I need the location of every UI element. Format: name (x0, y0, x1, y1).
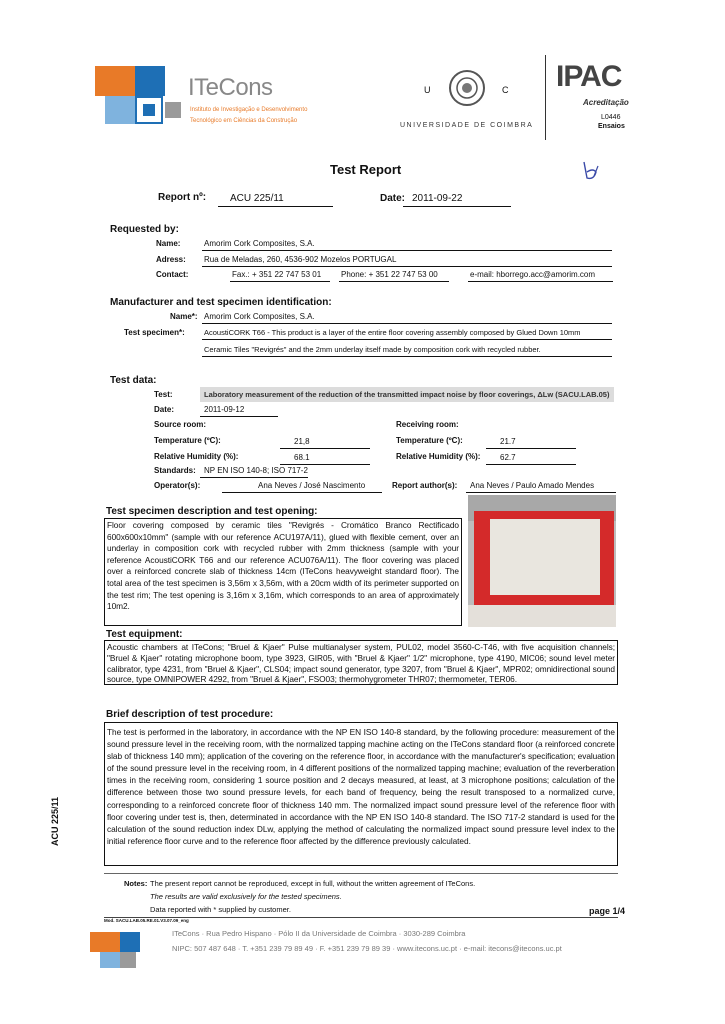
footer-address: ITeCons · Rua Pedro Hispano · Pólo II da Universidade de Coimbra · 3030-289 Coimbra (172, 929, 466, 938)
brand-subtitle-1: Instituto de Investigação e Desenvolvimento (190, 107, 308, 113)
report-label: Report nº: (158, 192, 207, 203)
ipac-subtitle: Acreditação (583, 98, 629, 107)
equipment-heading: Test equipment: (106, 629, 183, 640)
ipac-code: L0446 (601, 114, 621, 121)
receiving-room-label: Receiving room: (396, 420, 459, 429)
manufacturer-name-line (202, 323, 612, 324)
authors-line (466, 492, 616, 493)
form-code: Mod. SACU.LAB.05.RE.01.V3.07.09_eng (104, 918, 189, 923)
specimen-line-2-rule (202, 356, 612, 357)
test-date-label: Date: (154, 405, 175, 414)
university-name: UNIVERSIDADE DE COIMBRA (400, 122, 534, 129)
authors: Ana Neves / Paulo Amado Mendes (470, 481, 595, 490)
univ-letter-c: C (502, 85, 509, 95)
footer-logo (90, 928, 158, 970)
testdata-heading: Test data: (110, 375, 157, 386)
note-3: Data reported with * supplied by customer. (150, 905, 291, 914)
operators: Ana Neves / José Nascimento (258, 481, 366, 490)
requested-fax: Fax.: + 351 22 747 53 01 (232, 270, 322, 279)
brand-subtitle-2: Tecnológico em Ciências da Construção (190, 118, 298, 124)
specimen-line-2: Ceramic Tiles "Revigrés" and the 2mm underlay itself made by composition cork with recycled rubber. (204, 345, 541, 354)
requested-email: e-mail: hborrego.acc@amorim.com (470, 270, 596, 279)
requested-name: Amorim Cork Composites, S.A. (204, 239, 315, 248)
side-report-label: ACU 225/11 (50, 796, 60, 846)
requested-address-label: Adress: (156, 255, 186, 264)
specimen-heading: Test specimen description and test opening: (106, 506, 318, 517)
requested-contact-label: Contact: (156, 270, 189, 279)
rh-source: 68.1 (294, 453, 310, 462)
test-value: Laboratory measurement of the reduction of the transmitted impact noise by floor coverings, ΔLw (SACU.LAB.05) (204, 390, 610, 399)
standards-label: Standards: (154, 466, 196, 475)
requested-phone: Phone: + 351 22 747 53 00 (341, 270, 438, 279)
ipac-logo: IPAC (556, 60, 622, 93)
page-number: page 1/4 (589, 906, 626, 916)
specimen-photo (468, 495, 616, 627)
manufacturer-name-label: Name*: (170, 312, 198, 321)
standards-line (200, 477, 308, 478)
rh-source-label: Relative Humidity (%): (154, 452, 239, 461)
operators-label: Operator(s): (154, 481, 201, 490)
temp-recv: 21.7 (500, 437, 516, 446)
note-2: The results are valid exclusively for the tested specimens. (150, 892, 342, 901)
email-line (468, 281, 613, 282)
ipac-type: Ensaios (598, 123, 625, 130)
university-seal-icon (449, 70, 485, 106)
rh-recv-label: Relative Humidity (%): (396, 452, 481, 461)
specimen-line-1-rule (202, 339, 612, 340)
requested-heading: Requested by: (110, 224, 179, 235)
fax-line (230, 281, 330, 282)
report-underline (218, 206, 333, 207)
specimen-text: Floor covering composed by ceramic tiles "Revigrés - Cromático Branco Rectificado 600x600x10mm" (sample with our reference ACU197A/11), glued with flexible cement, over an underlay in composition cork with recycled rubber with 2mm thickness (sample with your reference AcoustiCORK T66 and our reference ACU076A/11). The floor covering was placed over a reinforced concrete slab of thickness 14cm (ITeCons heavyweight standard floor). The total area of the test specimen is 3,56m x 3,56m, with a 20cm width of its perimeter supported on the test rim; The test opening is 3,16m x 3,16m, which corresponds to an area of approximately 10m2. (107, 520, 459, 612)
rh-recv-line (486, 464, 576, 465)
specimen-label: Test specimen*: (124, 328, 185, 337)
temp-recv-line (486, 448, 576, 449)
univ-letter-u: U (424, 85, 431, 95)
date-underline (403, 206, 511, 207)
phone-line (339, 281, 449, 282)
procedure-heading: Brief description of test procedure: (106, 709, 274, 720)
procedure-text: The test is performed in the laboratory, in accordance with the NP EN ISO 140-8 standard, by the following procedure: measurement of the sound pressure level in the receiving room, with the normalized tapping machine acting on the ITeCons standard floor (a reinforced concrete slab of thickness 140 mm); application of the covering on the reference floor, in accordance with the manufacturer's specification; evaluation of the sound pressure level in the receiving room, in 4 different positions of the normalized tapping machine; evaluation of the reverberation times in the receiving room, considering 1 source position and 2 decays measured, at least, at 3 microphone positions; calculation of the difference between those two sound pressure levels, for each band of frequency, being the result transposed to a normalized curve, corresponding to a reinforced concrete floor of thickness 140 mm. The normalized impact sound pressure level of the reference floor with floor covering under test is, then, determinated in accordance with the NP EN ISO 140-8 standard. The ISO 717-2 standard is used for the calculation of the sound reduction index DLw, applying the method of calculating the normalized impact sound pressure level index to the initial reference floor curve and to the reference floor affected by the difference previously calculated. (107, 727, 615, 846)
equipment-text: Acoustic chambers at ITeCons; "Bruel & Kjaer" Pulse multianalyser system, PUL02, model 3560-C-T46, with five acquisition channels; "Bruel & Kjaer" rotating microphone boom, type 3923, GIR05, with "Bruel & Kjaer" 1/2'' microphone, type 4190, MIC06; sound level meter calibrator, type 4231, from "Bruel & Kjaer", CLS04; impact sound generator, type 3207, from "Bruel & Kjaer", MPR02; omnidirectional sound source, type OMNIPOWER 4292, from "Bruel & Kjaer", FSO03; thermohygrometer THR07; thermometer, TER06. (107, 642, 615, 685)
page-title: Test Report (330, 162, 402, 177)
test-date-line (200, 416, 278, 417)
temp-source-line (280, 448, 370, 449)
footer-contacts: NIPC: 507 487 648 · T. +351 239 79 89 49 · F. +351 239 79 89 39 · www.itecons.uc.pt · e-mail: itecons@itecons.uc.pt (172, 944, 562, 953)
brand-name: ITeCons (188, 74, 273, 101)
header-divider (545, 55, 546, 140)
temp-recv-label: Temperature (ºC): (396, 436, 463, 445)
requested-name-label: Name: (156, 239, 181, 248)
manufacturer-heading: Manufacturer and test specimen identification: (110, 297, 332, 308)
requested-address: Rua de Meladas, 260, 4536-902 Mozelos PORTUGAL (204, 255, 397, 264)
rh-source-line (280, 464, 370, 465)
requested-name-line (202, 250, 612, 251)
report-date: 2011-09-22 (412, 193, 463, 204)
test-label: Test: (154, 390, 173, 399)
notes-label: Notes: (124, 879, 148, 888)
temp-source-label: Temperature (ºC): (154, 436, 221, 445)
authors-label: Report author(s): (392, 481, 458, 490)
itecons-logo (95, 62, 185, 132)
date-label: Date: (380, 193, 406, 204)
notes-rule (104, 873, 618, 874)
test-date: 2011-09-12 (204, 405, 245, 414)
rh-recv: 62.7 (500, 453, 516, 462)
note-1: The present report cannot be reproduced, except in full, without the written agreement of ITeCons. (150, 879, 476, 888)
standards: NP EN ISO 140-8; ISO 717-2 (204, 466, 308, 475)
operators-line (222, 492, 382, 493)
temp-source: 21,8 (294, 437, 310, 446)
source-room-label: Source room: (154, 420, 207, 429)
signature (578, 158, 606, 184)
manufacturer-name: Amorim Cork Composites, S.A. (204, 312, 315, 321)
requested-address-line (202, 266, 612, 267)
report-number: ACU 225/11 (230, 193, 284, 204)
specimen-line-1: AcoustiCORK T66 - This product is a layer of the entire floor covering assembly composed by Glued Down 10mm (204, 328, 581, 337)
